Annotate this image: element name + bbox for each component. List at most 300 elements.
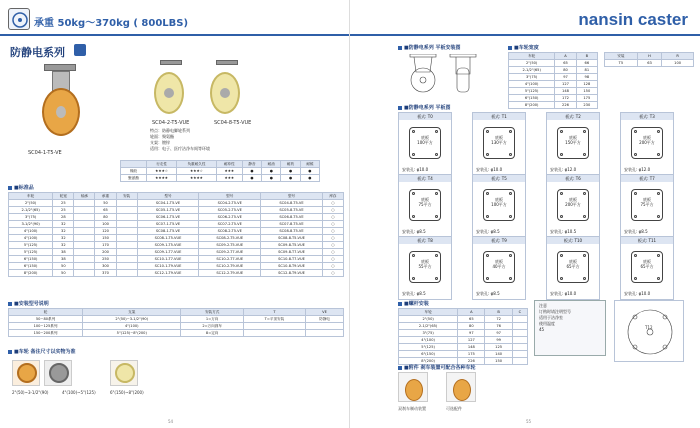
table-cell	[74, 249, 95, 256]
bottom-caption-1: 双刹车制动装置	[398, 406, 426, 411]
bottom-note: ■附件 刹车装置可配合各种车轮	[398, 364, 475, 371]
table-cell	[306, 330, 344, 337]
plate-card	[546, 112, 600, 176]
table-header: A	[555, 53, 576, 60]
plate-code: 板式: T2	[547, 113, 599, 120]
plate-card	[398, 174, 452, 238]
table-cell: 32	[53, 221, 74, 228]
table-cell: 2"(50)	[9, 200, 53, 207]
table-row	[509, 74, 598, 81]
table-cell: SC08-8-T5-VUE	[261, 235, 323, 242]
table-cell: SC08-2-T5-VUE	[199, 235, 261, 242]
table-cell: 300	[95, 263, 116, 270]
table-cell: ○	[322, 242, 343, 249]
table-cell: SC10-2-T9-VUE	[199, 263, 261, 270]
plate-name: 底板	[569, 197, 577, 202]
table-row	[9, 221, 344, 228]
table-header: B	[576, 53, 597, 60]
table-cell: 100~125系列	[9, 323, 83, 330]
plate-code: 板式: T9	[473, 237, 525, 244]
table-row	[9, 323, 344, 330]
feature-line: 适用：电子、医疗洁净车间等环境	[150, 146, 210, 151]
table-cell: 32	[53, 242, 74, 249]
plate-name: 底板	[421, 197, 429, 202]
right-header	[350, 4, 700, 36]
table-cell: 38	[53, 249, 74, 256]
plate-card	[546, 236, 600, 300]
table-cell	[74, 228, 95, 235]
table-cell: 32	[53, 235, 74, 242]
plate-code: 板式: T7	[621, 175, 673, 182]
plate-size: 65平方	[566, 264, 580, 269]
table-row	[509, 95, 598, 102]
table-cell: 6"(150)	[9, 263, 53, 270]
table-header: 承重	[95, 193, 116, 200]
plate-size: 75平方	[640, 202, 654, 207]
plate-hole: 安装孔: φ12.0	[550, 167, 577, 172]
plate-hole: 安装孔: φ8.5	[476, 229, 500, 234]
plate-hole: 安装孔: φ10.0	[402, 167, 429, 172]
table-cell: ○	[322, 221, 343, 228]
table-header: B	[485, 309, 512, 316]
table-cell: SC04-8-T5-VE	[261, 200, 323, 207]
plate-name: 底板	[643, 135, 651, 140]
table-cell: 97	[458, 330, 485, 337]
table-cell: 5"(125)	[9, 249, 53, 256]
table-header: 安装方式	[181, 309, 243, 316]
table-cell: SC06-8-T5-VE	[261, 214, 323, 221]
table-cell: 97	[555, 74, 576, 81]
table-cell: SC06-2-T5-VE	[199, 214, 261, 221]
table-cell: 4"(100)	[9, 235, 53, 242]
legend-table: 行走性 负重耐久性 耐冲性 静音 耐油 耐药 耐候 橡胶 ★★★☆ ★★★☆ ★★★ ● ● ● ● 聚氨酯 ★★★★ ★★★★ ★★★ ● ● ● ●	[120, 160, 320, 182]
table-header: 型号	[261, 193, 323, 200]
wheel-note: ■车轮 备注尺寸以实物为准	[8, 348, 75, 355]
plate-code: 板式: T8	[399, 237, 451, 244]
plate-size: 200平方	[565, 202, 581, 207]
table-cell	[512, 323, 527, 330]
table-cell	[116, 221, 137, 228]
table-cell: 370	[95, 270, 116, 277]
table-row	[399, 344, 528, 351]
table-cell	[116, 256, 137, 263]
page-number-right: 55	[526, 419, 532, 424]
feature-line: 特点：防静电脚轮系列	[150, 128, 190, 133]
table-cell: SC08-2-T5-VE	[199, 228, 261, 235]
table-row	[509, 81, 598, 88]
thread-table	[398, 308, 528, 365]
plate-name: 底板	[421, 135, 429, 140]
table-cell: SC10-1-T7-VUE	[137, 256, 199, 263]
table-cell: 140	[485, 351, 512, 358]
table-cell: ○	[322, 228, 343, 235]
caster-code-1: SC04-1-T5-VE	[28, 150, 62, 156]
table-cell: T5	[605, 60, 638, 67]
plate-code: 板式: T6	[547, 175, 599, 182]
table-header: 轮宽	[53, 193, 74, 200]
plates-title: ■防静电系列 平板图	[398, 104, 450, 111]
plate-card	[472, 112, 526, 176]
caster-image-2	[150, 60, 190, 116]
caster-drawing-front	[404, 54, 442, 94]
table-header: T	[243, 309, 305, 316]
table-row	[9, 249, 344, 256]
plate-card	[398, 236, 452, 300]
table-cell	[74, 263, 95, 270]
table-cell	[74, 270, 95, 277]
table-row	[399, 330, 528, 337]
table-cell: 38	[53, 256, 74, 263]
feature-line: 轮面：聚氨酯	[150, 134, 174, 139]
plate-size: 75平方	[418, 202, 432, 207]
plate-card	[546, 174, 600, 238]
plate-name: 底板	[643, 197, 651, 202]
table-row	[9, 270, 344, 277]
table-cell: 128	[576, 81, 597, 88]
legend-head: 耐冲性	[216, 161, 242, 168]
table-cell: 5"(125)	[509, 88, 555, 95]
table-cell	[116, 200, 137, 207]
table-cell: 172	[555, 95, 576, 102]
plate-code: 板式: T3	[621, 113, 673, 120]
table-header: 安装	[116, 193, 137, 200]
table-row	[509, 67, 598, 74]
table-cell: 32	[53, 228, 74, 235]
table-header: 安装	[605, 53, 638, 60]
table-row	[9, 214, 344, 221]
table-cell: 200	[95, 249, 116, 256]
photo-caption-3: 6"(150)~8"(200)	[110, 390, 144, 395]
table-cell: SC04-2-T5-VE	[199, 200, 261, 207]
plate-card	[620, 174, 674, 238]
table-cell: 125	[485, 344, 512, 351]
table-header: 车轮	[9, 193, 53, 200]
table-cell: 170	[95, 242, 116, 249]
table-cell: 1=万向	[181, 316, 243, 323]
plate-name: 底板	[643, 259, 651, 264]
table-cell	[512, 316, 527, 323]
table-cell	[116, 270, 137, 277]
table-cell: 226	[555, 102, 576, 109]
table-cell: 72	[485, 316, 512, 323]
table-cell: 97	[485, 330, 512, 337]
table-cell	[116, 249, 137, 256]
table-cell: SC10-1-T9-VUE	[137, 263, 199, 270]
table-row	[9, 330, 344, 337]
table-cell: SC10-2-T7-VUE	[199, 256, 261, 263]
table-cell	[243, 330, 305, 337]
table-cell	[512, 358, 527, 365]
plate-size: 100平方	[417, 140, 433, 145]
caster-image-1	[30, 64, 90, 144]
photo-caption-2: 4"(100)~5"(125)	[62, 390, 96, 395]
table-cell: 6"(150)	[9, 256, 53, 263]
table-cell: 4"(100)	[9, 228, 53, 235]
table-cell: 65	[555, 60, 576, 67]
legend-head: 静音	[242, 161, 261, 168]
table-cell: SC07-1-T5-VE	[137, 221, 199, 228]
plate-name: 底板	[569, 259, 577, 264]
table-cell: SC05-2-T5-VE	[199, 207, 261, 214]
table-header: R	[662, 53, 694, 60]
table-cell: 65	[458, 316, 485, 323]
table-cell: ○	[322, 235, 343, 242]
plate-hole: 安装孔: φ10.0	[550, 291, 577, 296]
table-cell: 98	[576, 74, 597, 81]
table-cell: 175	[576, 95, 597, 102]
table-cell: SC07-8-T5-VE	[261, 221, 323, 228]
diagram-title: ■防静电系列 平板安装图	[398, 44, 460, 51]
wheel-photo-3	[110, 360, 138, 386]
table-cell: 127	[555, 81, 576, 88]
table-cell: SC08-1-T5-VUE	[137, 235, 199, 242]
table-cell: SC08-8-T5-VE	[261, 228, 323, 235]
plate-code: 板式: T4	[399, 175, 451, 182]
plate-name: 底板	[421, 259, 429, 264]
table-cell: 2-1/2"(65)	[509, 67, 555, 74]
brake-photo-2	[446, 372, 476, 402]
table-cell: SC09-8-T5-VUE	[261, 242, 323, 249]
table-cell: 8"(200)	[399, 358, 458, 365]
legend-head: 耐油	[262, 161, 281, 168]
std-table-title: ■标准品	[8, 184, 34, 191]
table-cell: SC07-2-T5-VE	[199, 221, 261, 228]
table-cell: ○	[322, 263, 343, 270]
features-list	[150, 128, 210, 152]
legend-row-label: 橡胶	[121, 168, 147, 175]
table-cell	[74, 256, 95, 263]
dim-table	[508, 52, 598, 109]
table-cell: 80	[555, 67, 576, 74]
plate-size: 65平方	[640, 264, 654, 269]
table-cell	[74, 200, 95, 207]
plate-hole: 安装孔: φ8.5	[402, 291, 426, 296]
table-cell: 150~200系列	[9, 330, 83, 337]
table-cell	[512, 344, 527, 351]
table-header: 支架	[83, 309, 181, 316]
plate-code: 板式: T1	[473, 113, 525, 120]
plate-size: 130平方	[491, 140, 507, 145]
table-cell: 80	[458, 323, 485, 330]
table-row	[9, 263, 344, 270]
plate-code: 板式: T10	[547, 237, 599, 244]
feature-line: 支架：镀锌	[150, 140, 170, 145]
table-row	[9, 256, 344, 263]
table-row	[399, 337, 528, 344]
plate-size: 40平方	[492, 264, 506, 269]
plate-name: 底板	[495, 135, 503, 140]
table-row	[9, 200, 344, 207]
table-cell: SC09-1-T7-VUE	[137, 249, 199, 256]
table-row	[399, 351, 528, 358]
left-header	[0, 4, 350, 36]
table-cell: 100	[662, 60, 694, 67]
plate-hole: 安装孔: φ12.0	[624, 167, 651, 172]
note-line: 注意	[539, 303, 547, 308]
note-line: 订购时请注明型号	[539, 309, 571, 314]
plate-hole: 安装孔: φ8.5	[476, 291, 500, 296]
table-cell: 50	[95, 200, 116, 207]
plate-size: 150平方	[565, 140, 581, 145]
table-cell: 8=定向	[181, 330, 243, 337]
table-cell: SC05-8-T5-VE	[261, 207, 323, 214]
table-cell	[116, 214, 137, 221]
table-cell: SC04-1-T5-VE	[137, 200, 199, 207]
brake-photo-1	[398, 372, 428, 402]
options-title: ■安装型号说明	[8, 300, 49, 307]
table-row	[399, 323, 528, 330]
table-header: C	[512, 309, 527, 316]
plate-size: 100平方	[491, 202, 507, 207]
plate-card	[620, 236, 674, 300]
note-line: 45	[539, 327, 545, 332]
table-row	[9, 228, 344, 235]
table-row	[399, 316, 528, 323]
plate-size: 200平方	[639, 140, 655, 145]
table-cell	[512, 337, 527, 344]
table-cell: 175	[458, 351, 485, 358]
table-cell: 120	[95, 228, 116, 235]
thread-title: ■螺杆安装	[398, 300, 429, 307]
table-cell: 148	[458, 344, 485, 351]
t12-label: T12	[645, 325, 653, 330]
table-cell: 3"(75)	[509, 74, 555, 81]
table-cell: 3"(75)	[399, 330, 458, 337]
table-cell	[74, 214, 95, 221]
right-page	[350, 0, 700, 428]
plate-name: 底板	[569, 135, 577, 140]
plate-name: 底板	[495, 259, 503, 264]
table-cell: 3"(75)	[9, 214, 53, 221]
table-cell: 4"(100)	[83, 323, 181, 330]
legend-row-label: 聚氨酯	[121, 175, 147, 182]
photo-caption-1: 2"(50)~3-1/2"(90)	[12, 390, 49, 395]
table-row	[605, 60, 694, 67]
table-cell: 25	[53, 200, 74, 207]
table-cell: 81	[576, 67, 597, 74]
table-cell: 6"(150)	[509, 95, 555, 102]
table-cell: 150	[485, 358, 512, 365]
plate-code: 板式: T5	[473, 175, 525, 182]
legend-head: 耐药	[281, 161, 300, 168]
table-header: 车轮	[399, 309, 458, 316]
table-cell: 28	[53, 214, 74, 221]
table-cell	[116, 242, 137, 249]
table-cell: SC12-8-T9-VUE	[261, 270, 323, 277]
brand-logo: nansin caster	[578, 10, 688, 29]
table-cell: 63	[637, 60, 661, 67]
caster-drawing-side	[448, 54, 478, 94]
bottom-caption-2: 可选配件	[446, 406, 462, 411]
table-row	[9, 316, 344, 323]
wheel-photo-1	[12, 360, 40, 386]
table-header: VE	[306, 309, 344, 316]
plate-size: 55平方	[418, 264, 432, 269]
table-cell: 2-1/2"(65)	[399, 323, 458, 330]
plate-name: 底板	[495, 197, 503, 202]
table-cell: ○	[322, 214, 343, 221]
load-range: 承重 50kg～370kg ( 800LBS)	[34, 18, 189, 29]
table-cell: SC10-8-T7-VUE	[261, 256, 323, 263]
series-title: 防静电系列	[10, 46, 65, 59]
table-cell: 4"(100)	[399, 337, 458, 344]
table-header: 库存	[322, 193, 343, 200]
table-header: 轴承	[74, 193, 95, 200]
table-cell: 3-1/2"(90)	[9, 221, 53, 228]
table-cell	[116, 235, 137, 242]
table-cell: SC09-2-T5-VUE	[199, 242, 261, 249]
table-cell	[74, 235, 95, 242]
table-cell	[116, 228, 137, 235]
table-cell: 5"(125)	[9, 242, 53, 249]
table-cell	[116, 263, 137, 270]
table-cell: 148	[555, 88, 576, 95]
standard-table	[8, 192, 344, 277]
table-header: A	[458, 309, 485, 316]
table-cell: SC09-8-T7-VUE	[261, 249, 323, 256]
table-cell: 150	[95, 235, 116, 242]
plate-hole: 安装孔: φ8.5	[624, 229, 648, 234]
table-cell: 2"(50)	[509, 60, 555, 67]
plate-code: 板式: T0	[399, 113, 451, 120]
table-cell: 226	[458, 358, 485, 365]
table-cell	[74, 207, 95, 214]
table-row	[9, 242, 344, 249]
table-cell: 2=万向刹车	[181, 323, 243, 330]
table-cell: 5"(125)	[399, 344, 458, 351]
table-row	[9, 235, 344, 242]
plate-hole: 安装孔: φ10.0	[476, 167, 503, 172]
table-header: 轮	[9, 309, 83, 316]
table-cell: 2-1/2"(65)	[9, 207, 53, 214]
table-cell	[306, 323, 344, 330]
table-header: H	[637, 53, 661, 60]
table-cell: 66	[576, 60, 597, 67]
note-box	[534, 300, 606, 356]
table-cell: 80	[95, 214, 116, 221]
table-header: 型号	[137, 193, 199, 200]
plate-code: 板式: T11	[621, 237, 673, 244]
table-cell: 76	[485, 323, 512, 330]
table-cell: 50	[53, 270, 74, 277]
table-cell	[116, 207, 137, 214]
wheel-photo-2	[44, 360, 72, 386]
legend-head: 行走性	[147, 161, 177, 168]
table-header: 车轮	[509, 53, 555, 60]
table-cell: 2"(50)	[399, 316, 458, 323]
table-cell: SC12-1-T9-VUE	[137, 270, 199, 277]
table-cell: ○	[322, 200, 343, 207]
table-cell: 65	[95, 207, 116, 214]
note-line: 使用温度	[539, 321, 555, 326]
table-cell: 6"(150)	[399, 351, 458, 358]
table-cell: 50~80系列	[9, 316, 83, 323]
table-cell: 2"(50)~3-1/2"(90)	[83, 316, 181, 323]
table-cell: SC05-1-T5-VE	[137, 207, 199, 214]
legend-head: 耐候	[300, 161, 319, 168]
plate-hole: 安装孔: φ10.5	[550, 229, 577, 234]
plate-t12	[614, 300, 684, 362]
table-cell	[243, 323, 305, 330]
table-cell: 99	[485, 337, 512, 344]
table-cell: SC06-1-T5-VE	[137, 214, 199, 221]
table-cell: SC10-8-T9-VUE	[261, 263, 323, 270]
table-cell: 50	[53, 263, 74, 270]
page-number-left: 54	[168, 419, 174, 424]
table-cell: T=平顶安装	[243, 316, 305, 323]
table-cell: 5"(125)~8"(200)	[83, 330, 181, 337]
table-row	[509, 60, 598, 67]
